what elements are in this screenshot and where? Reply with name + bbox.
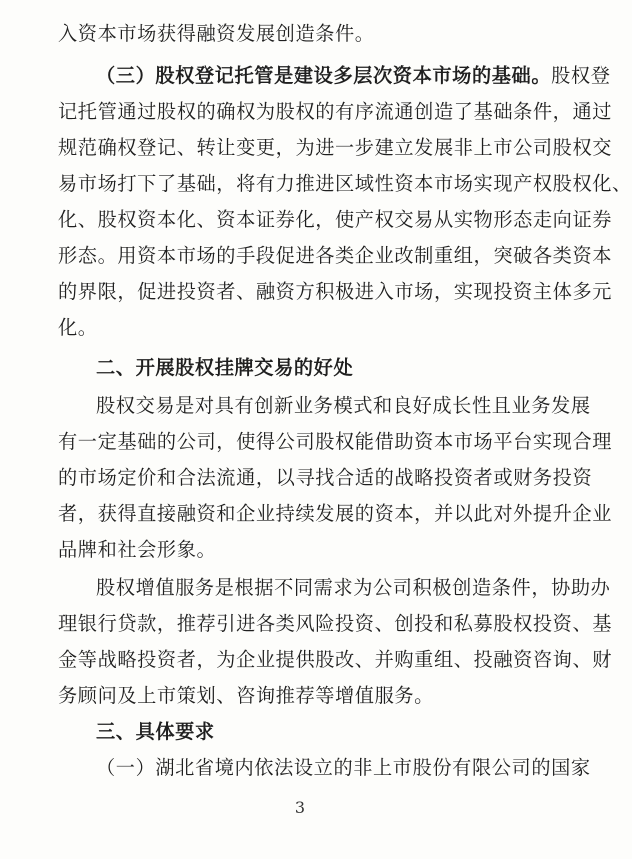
paragraph-line: 易市场打下了基础，将有力推进区域性资本市场实现产权股权化、 [58,172,632,195]
paragraph-line: 理银行贷款，推荐引进各类风险投资、创投和私募股权投资、基 [58,612,613,635]
section-heading-3: 三、具体要求 [96,720,215,743]
paragraph-line: 股权交易是对具有创新业务模式和良好成长性且业务发展 [96,394,591,417]
page-number: 3 [294,798,306,817]
paragraph-line: 化、股权资本化、资本证券化，使产权交易从实物形态走向证券 [58,208,613,231]
paragraph-text: 股权登 [551,64,611,87]
paragraph-line: 化。 [58,316,98,339]
paragraph-line: 入资本市场获得融资发展创造条件。 [58,22,375,45]
paragraph-line: （一）湖北省境内依法设立的非上市股份有限公司的国家 [96,756,591,779]
paragraph-line: 金等战略投资者，为企业提供股改、并购重组、投融资咨询、财 [58,648,613,671]
section-heading-2: 二、开展股权挂牌交易的好处 [96,356,354,379]
paragraph-line: 股权增值服务是根据不同需求为公司积极创造条件，协助办 [96,576,611,599]
paragraph-line: 品牌和社会形象。 [58,538,217,561]
paragraph-line: 有一定基础的公司，使得公司股权能借助资本市场平台实现合理 [58,430,613,453]
paragraph-line: 规范确权登记、转让变更，为进一步建立发展非上市公司股权交 [58,136,613,159]
paragraph-line: 记托管通过股权的确权为股权的有序流通创造了基础条件，通过 [58,100,613,123]
subheading-3: （三）股权登记托管是建设多层次资本市场的基础。 [96,64,552,87]
paragraph-line: 的界限，促进投资者、融资方积极进入市场，实现投资主体多元 [58,280,613,303]
paragraph-line: 的市场定价和合法流通，以寻找合适的战略投资者或财务投资 [58,466,593,489]
paragraph-line: 务顾问及上市策划、咨询推荐等增值服务。 [58,684,434,707]
paragraph-line: 者，获得直接融资和企业持续发展的资本，并以此对外提升企业 [58,502,613,525]
paragraph-line: 形态。用资本市场的手段促进各类企业改制重组，突破各类资本 [58,244,613,267]
paragraph-line-with-subheading [96,62,611,90]
